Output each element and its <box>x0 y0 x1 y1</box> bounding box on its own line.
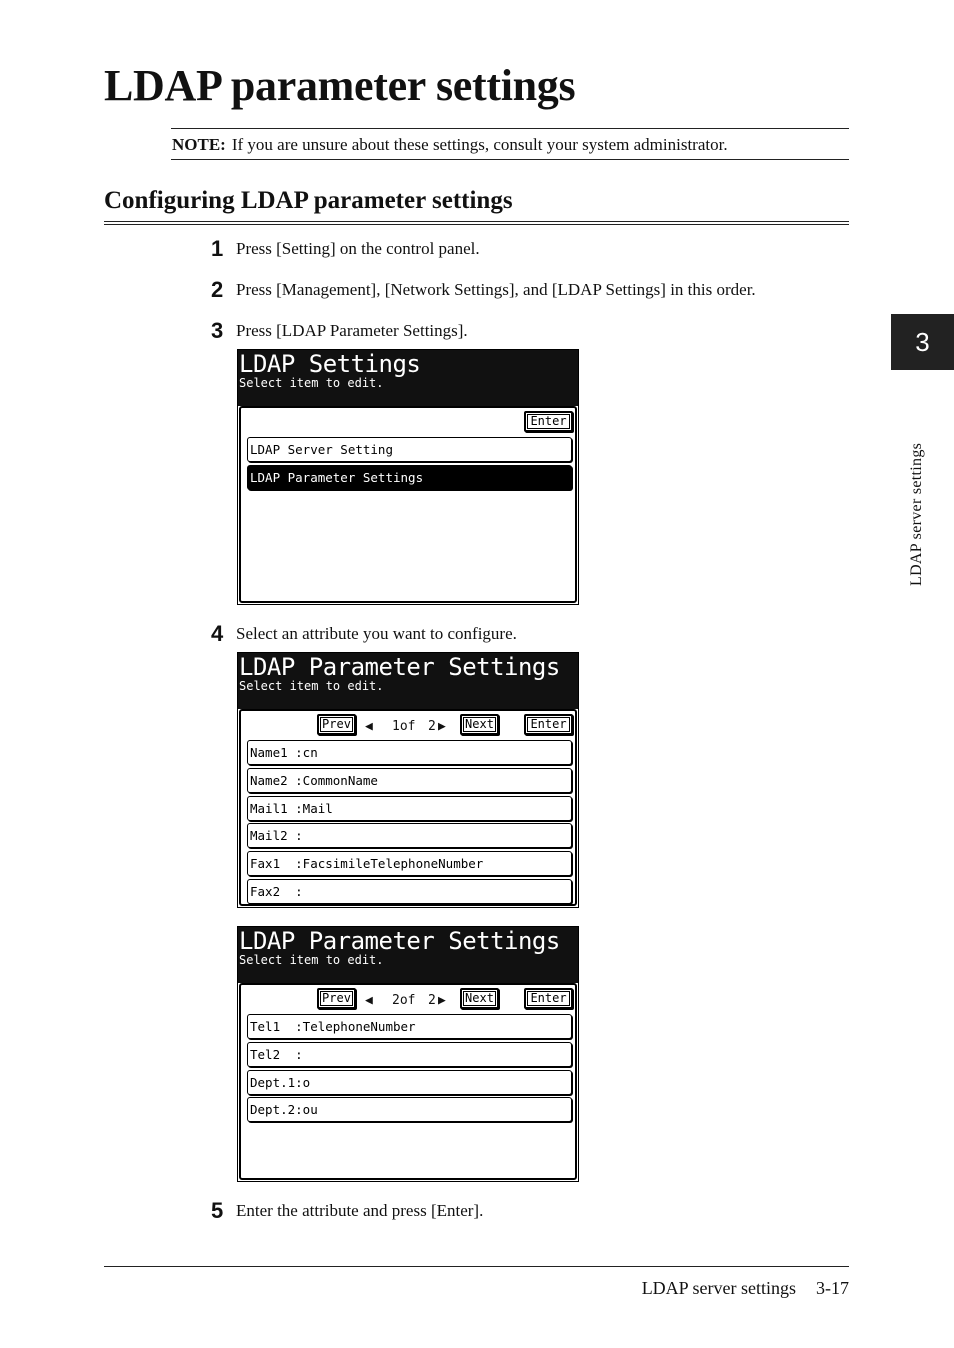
prev-arrow-icon: ◀ <box>365 993 373 1008</box>
step-text: Press [Setting] on the control panel. <box>236 239 480 258</box>
screen-header <box>238 350 578 406</box>
screen-header <box>238 653 578 709</box>
step-text: Select an attribute you want to configure. <box>236 624 517 643</box>
screen-body <box>239 406 577 603</box>
ldap-parameter-settings-screen-page-2 <box>237 926 579 1182</box>
note-text: If you are unsure about these settings, consult your system administrator. <box>231 135 728 154</box>
note-box <box>171 128 849 160</box>
step-3 <box>211 320 468 342</box>
attribute-row-mail2[interactable]: Mail2 : <box>247 823 572 848</box>
screen-header <box>238 927 578 983</box>
next-arrow-icon: ▶ <box>438 719 446 734</box>
attribute-row-dept2[interactable]: Dept.2:ou <box>247 1097 572 1122</box>
next-button[interactable]: Next <box>460 714 499 735</box>
step-text: Press [Management], [Network Settings], and [LDAP Settings] in this order. <box>236 280 756 299</box>
screen-subtitle: Select item to edit. <box>239 376 384 390</box>
step-number: 2 <box>211 277 224 302</box>
screen-body <box>239 709 577 906</box>
attribute-row-mail1[interactable]: Mail1 :Mail <box>247 796 572 821</box>
page-indicator: 1of <box>392 719 416 734</box>
page-total: 2 <box>428 993 436 1008</box>
step-2 <box>211 279 756 301</box>
screen-subtitle: Select item to edit. <box>239 679 384 693</box>
note-label: NOTE: <box>172 135 226 154</box>
ldap-server-setting-item[interactable]: LDAP Server Setting <box>247 437 572 462</box>
attribute-row-dept1[interactable]: Dept.1:o <box>247 1070 572 1095</box>
step-number: 4 <box>211 621 224 646</box>
step-1 <box>211 238 480 260</box>
step-number: 1 <box>211 236 224 261</box>
attribute-row-name1[interactable]: Name1 :cn <box>247 740 572 765</box>
next-button[interactable]: Next <box>460 988 499 1009</box>
chapter-tab: 3 <box>891 314 954 370</box>
step-text: Press [LDAP Parameter Settings]. <box>236 321 468 340</box>
ldap-settings-screen <box>237 349 579 605</box>
attribute-row-fax1[interactable]: Fax1 :FacsimileTelephoneNumber <box>247 851 572 876</box>
screen-title: LDAP Parameter Settings <box>239 927 560 955</box>
section-rule <box>104 221 849 225</box>
page-title: LDAP parameter settings <box>104 61 576 110</box>
screen-body <box>239 983 577 1180</box>
ldap-parameter-settings-screen-page-1 <box>237 652 579 908</box>
ldap-parameter-settings-item[interactable]: LDAP Parameter Settings <box>247 465 572 490</box>
page-indicator: 2of <box>392 993 416 1008</box>
screen-subtitle: Select item to edit. <box>239 953 384 967</box>
screen-title: LDAP Parameter Settings <box>239 653 560 681</box>
next-arrow-icon: ▶ <box>438 993 446 1008</box>
step-4 <box>211 623 517 645</box>
section-title: Configuring LDAP parameter settings <box>104 187 513 214</box>
enter-button[interactable]: Enter <box>524 411 573 432</box>
attribute-row-tel1[interactable]: Tel1 :TelephoneNumber <box>247 1014 572 1039</box>
footer-section: LDAP server settings <box>641 1278 796 1298</box>
prev-button[interactable]: Prev <box>317 714 356 735</box>
screen-title: LDAP Settings <box>239 350 421 378</box>
footer-rule <box>104 1266 849 1267</box>
prev-arrow-icon: ◀ <box>365 719 373 734</box>
footer <box>642 1278 849 1299</box>
attribute-row-fax2[interactable]: Fax2 : <box>247 879 572 904</box>
attribute-row-name2[interactable]: Name2 :CommonName <box>247 768 572 793</box>
enter-button[interactable]: Enter <box>524 988 573 1009</box>
step-text: Enter the attribute and press [Enter]. <box>236 1201 484 1220</box>
step-5 <box>211 1200 483 1222</box>
step-number: 3 <box>211 318 224 343</box>
page-total: 2 <box>428 719 436 734</box>
enter-button[interactable]: Enter <box>524 714 573 735</box>
page-number: 3-17 <box>816 1278 849 1298</box>
step-number: 5 <box>211 1198 224 1223</box>
prev-button[interactable]: Prev <box>317 988 356 1009</box>
chapter-side-label: LDAP server settings <box>908 442 925 586</box>
attribute-row-tel2[interactable]: Tel2 : <box>247 1042 572 1067</box>
